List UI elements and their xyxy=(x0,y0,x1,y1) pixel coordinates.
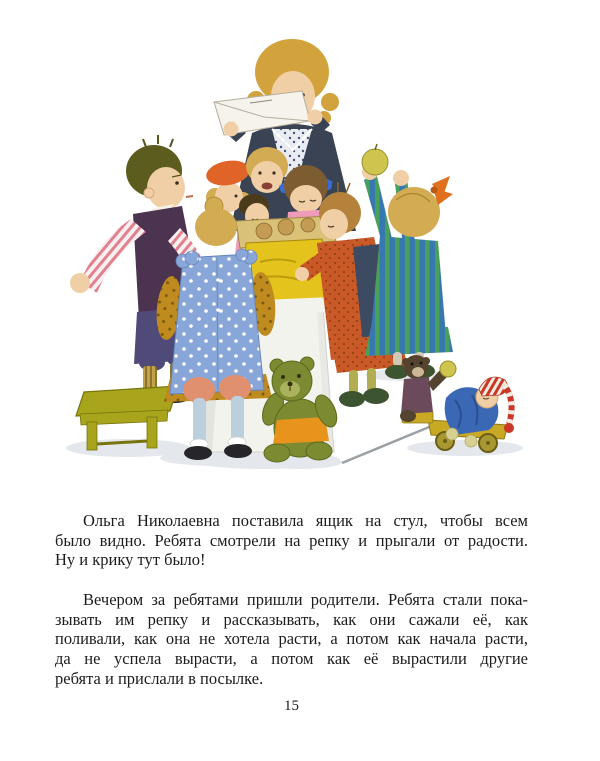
turnip-apple xyxy=(362,144,388,175)
story-text xyxy=(55,511,528,688)
text-line: Ольга Николаевна поставила ящик на стул, чтобы всем xyxy=(83,511,528,530)
text-line: Вечером за ребятами пришли родители. Ребята стали пока- xyxy=(83,589,528,609)
text-line: ребята и прислали в посылке. xyxy=(55,668,264,688)
text-line: было видно. Ребята смотрели на репку и прыгали от радости. xyxy=(55,530,528,550)
text-line: да не успела вырасти, а потом как её вырастили другие xyxy=(55,648,528,668)
text-line: Ну и крику тут было! xyxy=(55,550,206,570)
page-number: 15 xyxy=(284,698,299,714)
text-line: поливали, как она не хотела расти, а потом как начала расти, xyxy=(55,629,528,649)
text-line: зывать им репку и рассказывать, как они сажали её, как xyxy=(55,609,528,629)
paragraph xyxy=(55,511,528,570)
paragraph xyxy=(55,590,528,689)
